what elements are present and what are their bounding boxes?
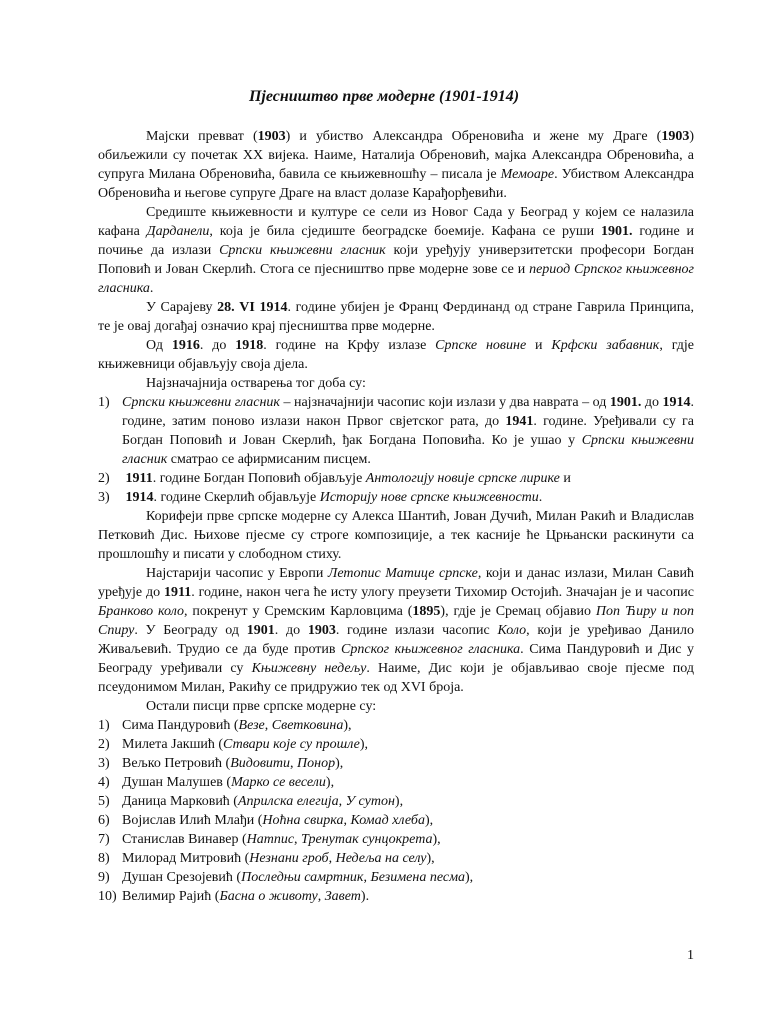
list-item: 8) Милорад Митровић (Незнани гроб, Недеља на селу), [98, 851, 435, 866]
paragraph-5: Најзначајнија остварења тог доба су: [146, 376, 366, 391]
list-item: 5) Даница Марковић (Априлска елегија, У сутон), [98, 794, 404, 809]
list-item: 3) Вељко Петровић (Видовити, Понор), [98, 756, 344, 771]
document-body [98, 127, 694, 906]
page-number: 1 [687, 948, 694, 963]
paragraph-8: Остали писци прве српске модерне су: [146, 699, 377, 714]
paragraph-7: Најстарији часопис у Европи Летопис Матице српске, који и данас излази, Милан Савић уређује до 1911. године, након чега ће исту улогу преузети Тихомир Остојић. Значајан је и часопис Бранково коло, покренут у Сремским Карловцима (1895), гдје је Сремац објавио Поп Ћиру и поп Спиру. У Београду од 1901. до 1903. године излази часопис Коло, који је уређивао Данило Живаљевић. Трудио се да буде против Српског књижевног гласника. Сима Пандуровић и Дис у Београду уређивали су Књижевну недељу. Наиме, Дис који је објављивао своје пјесме под псеудонимом Милан, Ракићу се придружио тек од XVI броја. [98, 566, 695, 695]
list-item: 9) Душан Срезојевић (Последњи самртник, Безимена песма), [98, 870, 474, 885]
list-item: 2) 1911. године Богдан Поповић објављује Антологију новије српске лирике и [98, 471, 571, 486]
list-item: 4) Душан Малушев (Марко се весели), [98, 775, 335, 790]
paragraph-3: У Сарајеву 28. VI 1914. године убијен је Франц Фердинанд од стране Гаврила Принципа, те је овај догађај означио крај пјесништва прве модерне. [98, 300, 695, 334]
achievements-list [98, 393, 694, 507]
paragraph-4: Од 1916. до 1918. године на Крфу излазе Српске новине и Крфски забавник, гдје књижевници објављују своја дјела. [98, 338, 694, 372]
list-item: 3) 1914. године Скерлић објављује Историју нове српске књижевности. [98, 490, 543, 505]
paragraph-2: Средиште књижевности и културе се сели из Новог Сада у Београд у којем се налазила кафана Дарданели, која је била сједиште београдске боемије. Кафана се руши 1901. године и почиње да излази Српски књижевни гласник који уређују универзитетски професори Богдан Поповић и Јован Скерлић. Стога се пјесништво прве модерне зове се и период Српског књижевног гласника. [98, 205, 695, 296]
list-item: 1) Српски књижевни гласник – најзначајнији часопис који излази у два наврата – од 1901. до 1914. године, затим поново излази након Првог свјетског рата, до 1941. године. Уређивали су га Богдан Поповић и Јован Скерлић, ђак Богдана Поповића. Ко је ушао у Српски књижевни гласник сматрао се афирмисаним писцем. [98, 395, 695, 467]
document-title: Пјесништво прве модерне (1901-1914) [248, 88, 520, 105]
list-item: 10) Велимир Рајић (Басна о животу, Завет). [98, 889, 370, 904]
paragraph-1: Мајски превват (1903) и убиство Александра Обреновића и жене му Драге (1903) обиљежили су почетак XX вијека. Наиме, Наталија Обреновић, мајка Александра Обреновића, а супруга Милана Обреновића, бавила се књижевношћу – писала је Мемоаре. Убиством Александра Обреновића и његове супруге Драге на власт долазе Карађорђевићи. [98, 129, 694, 201]
list-item: 6) Војислав Илић Млађи (Ноћна свирка, Комад хлеба), [98, 813, 434, 828]
list-item: 2) Милета Јакшић (Ствари које су прошле), [98, 737, 369, 752]
writers-list [98, 716, 694, 906]
list-item: 7) Станислав Винавер (Натпис, Тренутак сунцокрета), [98, 832, 441, 847]
list-item: 1) Сима Пандуровић (Везе, Светковина), [98, 718, 352, 733]
paragraph-6: Корифеји прве српске модерне су Алекса Шантић, Јован Дучић, Милан Ракић и Владислав Петковић Дис. Њихове пјесме су строге композиције, а тек касније ће Црњански раскинути са прошлошћу и писати у слободном стиху. [98, 509, 694, 562]
